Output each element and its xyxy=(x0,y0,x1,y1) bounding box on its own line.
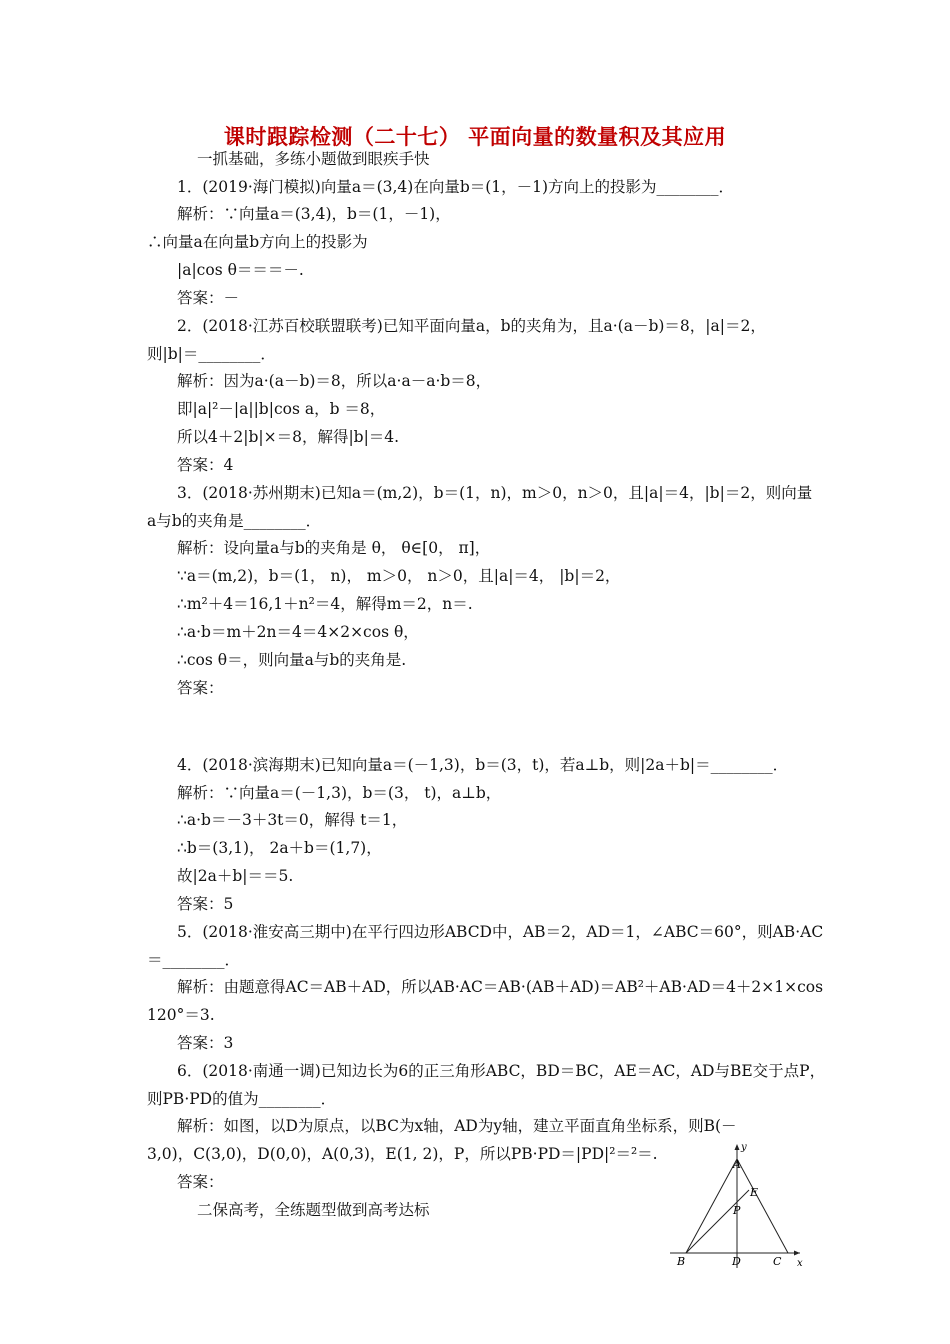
solution-line: 解析：∵向量a＝(－1,3)，b＝(3， t)，a⊥b， xyxy=(177,784,502,802)
segment-be xyxy=(686,1190,749,1253)
axis-label-x: x xyxy=(797,1258,803,1269)
side-ab xyxy=(686,1159,737,1253)
solution-line: |a|cos θ＝＝＝－. xyxy=(177,261,304,279)
answer-line: 答案： xyxy=(177,679,224,697)
problem-4-statement: 4．(2018·滨海期末)已知向量a＝(－1,3)，b＝(3，t)，若a⊥b，则|2a＋b|＝________． xyxy=(177,756,789,774)
point-label-d: D xyxy=(732,1255,741,1268)
solution-line: 即|a|²－|a||b|cos a，b ＝8， xyxy=(177,400,386,418)
solution-line: 解析：设向量a与b的夹角是 θ， θ∈[0， π]， xyxy=(177,539,491,557)
problem-3-statement-cont: a与b的夹角是________． xyxy=(147,512,322,530)
solution-line: 解析：因为a·(a－b)＝8，所以a·a－a·b＝8， xyxy=(177,372,492,390)
solution-line: 120°＝3. xyxy=(147,1006,215,1024)
problem-5-statement-cont: ＝________． xyxy=(147,951,241,969)
answer-line: 答案：－ xyxy=(177,289,240,307)
axis-label-y: y xyxy=(741,1142,747,1153)
solution-line: ∴b＝(3,1)， 2a＋b＝(1,7)， xyxy=(177,839,382,857)
point-label-a: A xyxy=(733,1158,741,1171)
point-label-p: P xyxy=(733,1204,741,1217)
triangle-figure xyxy=(666,1140,808,1272)
section-heading-exam: 二保高考，全练题型做到高考达标 xyxy=(197,1201,430,1219)
problem-5-statement: 5．(2018·淮安高三期中)在平行四边形ABCD中，AB＝2，AD＝1，∠ABC＝60°，则AB·AC xyxy=(177,923,824,941)
solution-line: 解析：如图，以D为原点，以BC为x轴，AD为y轴，建立平面直角坐标系，则B(－ xyxy=(177,1117,737,1135)
point-label-b: B xyxy=(677,1255,686,1268)
point-label-e: E xyxy=(750,1186,759,1199)
solution-line: 解析：由题意得AC＝AB＋AD，所以AB·AC＝AB·(AB＋AD)＝AB²＋AB·AD＝4＋2×1×cos xyxy=(177,978,824,996)
problem-2-statement-cont: 则|b|＝________． xyxy=(147,345,276,363)
solution-line: ∵a＝(m,2)，b＝(1， n)， m＞0， n＞0，且|a|＝4， |b|＝2， xyxy=(177,567,621,585)
answer-line: 答案：4 xyxy=(177,456,234,474)
problem-6-statement-cont: 则PB·PD的值为________． xyxy=(147,1090,337,1108)
solution-line: ∴m²＋4＝16,1＋n²＝4，解得m＝2，n＝. xyxy=(177,595,473,613)
answer-line: 答案： xyxy=(177,1173,224,1191)
solution-line: ∴a·b＝－3＋3t＝0，解得 t＝1， xyxy=(177,811,408,829)
problem-6-statement: 6．(2018·南通一调)已知边长为6的正三角形ABC，BD＝BC，AE＝AC，AD与BE交于点P， xyxy=(177,1062,826,1080)
solution-line: ∴cos θ＝，则向量a与b的夹角是. xyxy=(177,651,407,669)
answer-line: 答案：5 xyxy=(177,895,234,913)
solution-line: 所以4＋2|b|×＝8，解得|b|＝4. xyxy=(177,428,400,446)
solution-line: 故|2a＋b|＝＝5. xyxy=(177,867,294,885)
point-label-c: C xyxy=(773,1255,782,1268)
solution-line: ∴向量a在向量b方向上的投影为 xyxy=(147,233,368,251)
section-heading-basics: 一抓基础，多练小题做到眼疾手快 xyxy=(197,150,430,168)
solution-line: 解析：∵向量a＝(3,4)，b＝(1，－1)， xyxy=(177,205,451,223)
problem-2-statement: 2．(2018·江苏百校联盟联考)已知平面向量a，b的夹角为，且a·(a－b)＝8，|a|＝2， xyxy=(177,317,766,335)
answer-line: 答案：3 xyxy=(177,1034,234,1052)
solution-line: ∴a·b＝m＋2n＝4＝4×2×cos θ， xyxy=(177,623,419,641)
y-axis-arrow xyxy=(735,1144,740,1150)
x-axis-arrow xyxy=(794,1251,800,1256)
solution-line: 3,0)，C(3,0)，D(0,0)，A(0,3)，E(1, 2)，P，所以PB·PD＝|PD|²＝²＝. xyxy=(147,1145,658,1163)
problem-3-statement: 3．(2018·苏州期末)已知a＝(m,2)，b＝(1，n)，m＞0，n＞0，且|a|＝4，|b|＝2，则向量 xyxy=(177,484,813,502)
problem-1-statement: 1．(2019·海门模拟)向量a＝(3,4)在向量b＝(1，－1)方向上的投影为________． xyxy=(177,178,735,196)
side-ac xyxy=(737,1159,788,1253)
page-title: 课时跟踪检测（二十七） 平面向量的数量积及其应用 xyxy=(223,125,727,149)
